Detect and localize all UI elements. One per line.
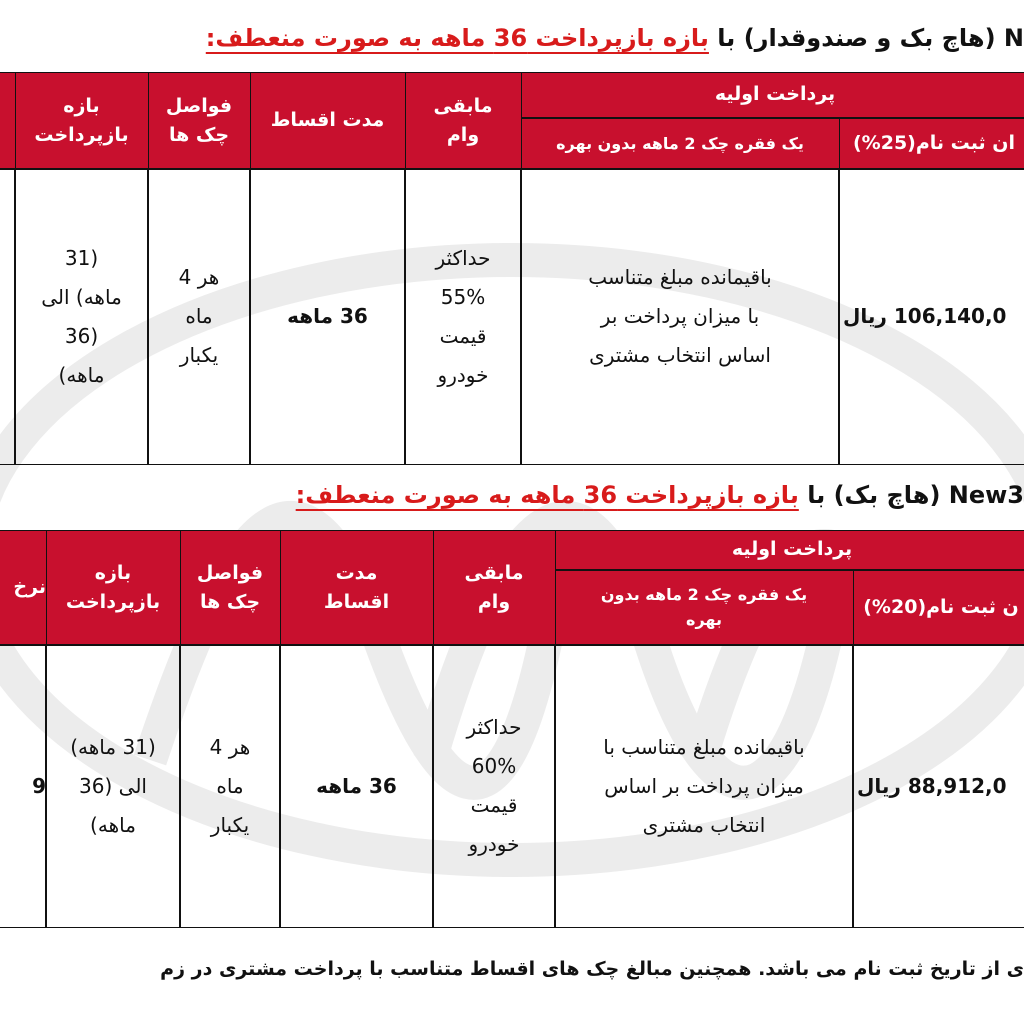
section2-title-red: بازه بازپرداخت 36 ماهه به صورت منعطف: [295, 481, 799, 509]
section2-title-model: New3 [948, 481, 1024, 509]
s1-header-cut-left [0, 72, 16, 170]
s2-header-installment-duration: مدت اقساط [279, 530, 434, 646]
s1-interval: هر 4 ماه یکبار [147, 168, 251, 465]
s1-header-installment-duration: مدت اقساط [249, 72, 406, 170]
section2-title-ba: با [807, 481, 826, 509]
s2-rate-value: 9 [0, 644, 47, 928]
section1-title-model: N [1003, 24, 1024, 52]
s1-header-loan-remaining: مابقی وام [404, 72, 522, 170]
s2-registration-amount: 88,912,0 ریال [852, 644, 1024, 928]
s2-check-text: باقیمانده مبلغ متناسب با میزان پرداخت بر اساس انتخاب مشتری [554, 644, 854, 928]
section2-title [296, 481, 1024, 509]
section1-title-red: بازه بازپرداخت 36 ماهه به صورت منعطف: [205, 24, 709, 52]
s1-period: (31 ماهه) الی (36 ماهه) [14, 168, 149, 465]
s2-header-registration: ن ثبت نام(20%) [852, 570, 1024, 646]
s2-interval: هر 4 ماه یکبار [179, 644, 281, 928]
s1-header-registration: ان ثبت نام(25%) [838, 118, 1024, 170]
section1-title-variant: (هاچ بک و صندوقدار) [743, 24, 996, 52]
section1-title [206, 24, 1024, 52]
s1-loan-text: حداکثر %55 قیمت خودرو [404, 168, 522, 465]
s2-loan-text: حداکثر %60 قیمت خودرو [432, 644, 556, 928]
footer-note: ی از تاریخ ثبت نام می باشد. همچنین مبالغ چک های اقساط متناسب با پرداخت مشتری در زم [160, 958, 1024, 980]
s2-duration: 36 ماهه [279, 644, 434, 928]
s2-header-one-check: یک فقره چک 2 ماهه بدون بهره [554, 570, 854, 646]
section2-title-variant: (هاچ بک) [833, 481, 941, 509]
s1-header-initial-payment: پرداخت اولیه [520, 72, 1024, 118]
s2-header-repayment-period: بازه بازپرداخت [45, 530, 181, 646]
s2-header-initial-payment: پرداخت اولیه [554, 530, 1024, 570]
s1-header-repayment-period: بازه بازپرداخت [14, 72, 149, 170]
section1-title-ba: با [717, 24, 736, 52]
s1-header-check-intervals: فواصل چک ها [147, 72, 251, 170]
section2-table [0, 530, 1024, 930]
s2-header-loan-remaining: مابقی وام [432, 530, 556, 646]
s2-header-rate: نرخ [0, 530, 47, 646]
s1-registration-amount: 106,140,0 ریال [838, 168, 1024, 465]
s2-period: (31 ماهه) الی (36 ماهه) [45, 644, 181, 928]
s1-check-text: باقیمانده مبلغ متناسب با میزان پرداخت بر اساس انتخاب مشتری [520, 168, 840, 465]
s1-body-cut-left [0, 168, 16, 465]
section1-table [0, 72, 1024, 465]
s2-header-check-intervals: فواصل چک ها [179, 530, 281, 646]
s1-header-one-check: یک فقره چک 2 ماهه بدون بهره [520, 118, 840, 170]
s1-duration: 36 ماهه [249, 168, 406, 465]
